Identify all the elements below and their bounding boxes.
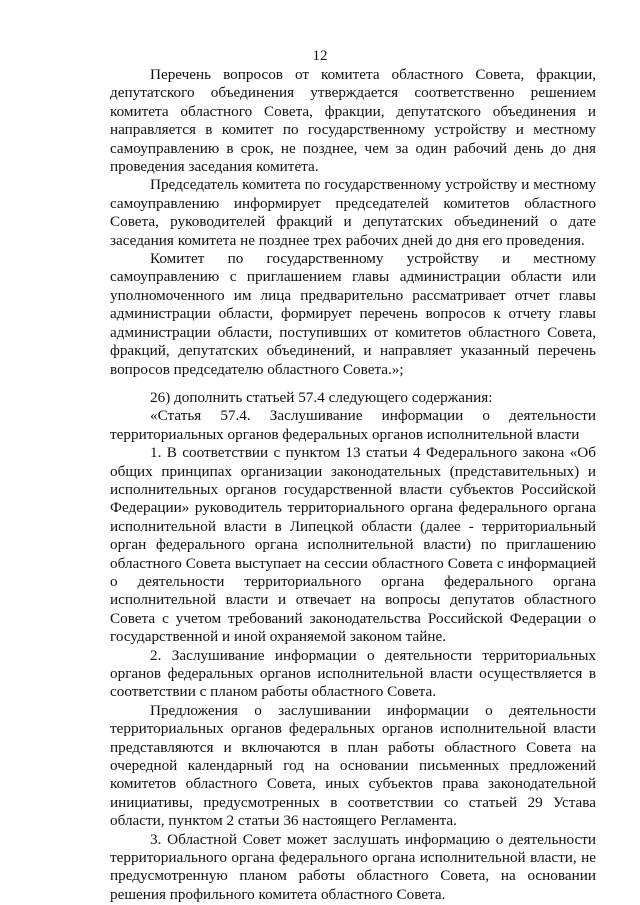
paragraph-question-list: Перечень вопросов от комитета областного Совета, фракции, депутатского объединения утверждается соответственно решением комитета областного Совета, фракции, депутатского объединения и направляется в комитет по государственному устройству и местному самоуправлению в срок, не позднее, чем за один рабочий день до дня проведения заседания комитета. — [110, 66, 596, 176]
paragraph-committee-review: Комитет по государственному устройству и местному самоуправлению с приглашением главы администрации области или уполномоченного им лица предварительно рассматривает отчет главы администрации области, формирует перечень вопросов к отчету главы администрации области, поступивших от комитетов областного Совета, фракций, депутатских объединений, и направляет указанный перечень вопросов председателю областного Совета.»; — [110, 250, 596, 378]
paragraph-article-57-4-title: «Статья 57.4. Заслушивание информации о деятельности территориальных органов федеральных органов исполнительной власти — [110, 407, 596, 443]
paragraph-article-57-4-item-3: 3. Областной Совет может заслушать информацию о деятельности территориального органа федерального органа исполнительной власти, не предусмотренную планом работы областного Совета, на основании решения профильного комитета областного Совета. — [110, 830, 596, 903]
page-number: 12 — [312, 48, 328, 64]
paragraph-amendment-26: 26) дополнить статьей 57.4 следующего содержания: — [150, 388, 493, 406]
paragraph-proposals: Предложения о заслушивании информации о деятельности территориальных органов федеральных органов исполнительной власти представляются и включаются в план работы областного Совета на очередной календарный год на основании письменных предложений комитетов областного Совета, иных субъектов права законодательной инициативы, предусмотренных в соответствии со статьей 29 Устава области, пунктом 2 статьи 36 настоящего Регламента. — [110, 701, 596, 830]
paragraph-article-57-4-item-1: 1. В соответствии с пунктом 13 статьи 4 Федерального закона «Об общих принципах организации законодательных (представительных) и исполнительных органов государственной власти субъектов Российской Федерации» руководитель территориального органа федерального органа исполнительной власти в Липецкой области (далее - территориальный орган федерального органа исполнительной власти) по приглашению областного Совета выступает на сессии областного Совета с информацией о деятельности территориального органа федерального органа исполнительной власти и отвечает на вопросы депутатов областного Совета с учетом требований законодательства Российской Федерации о государственной и иной охраняемой законом тайне. — [110, 444, 596, 646]
paragraph-article-57-4-item-2: 2. Заслушивание информации о деятельности территориальных органов федеральных органов исполнительной власти осуществляется в соответствии с планом работы областного Совета. — [110, 646, 596, 701]
document-body — [110, 66, 596, 904]
paragraph-chairman-informs: Председатель комитета по государственному устройству и местному самоуправлению информирует председателей комитетов областного Совета, руководителей фракций и депутатских объединений о дате заседания комитета не позднее трех рабочих дней до дня его проведения. — [110, 176, 596, 249]
